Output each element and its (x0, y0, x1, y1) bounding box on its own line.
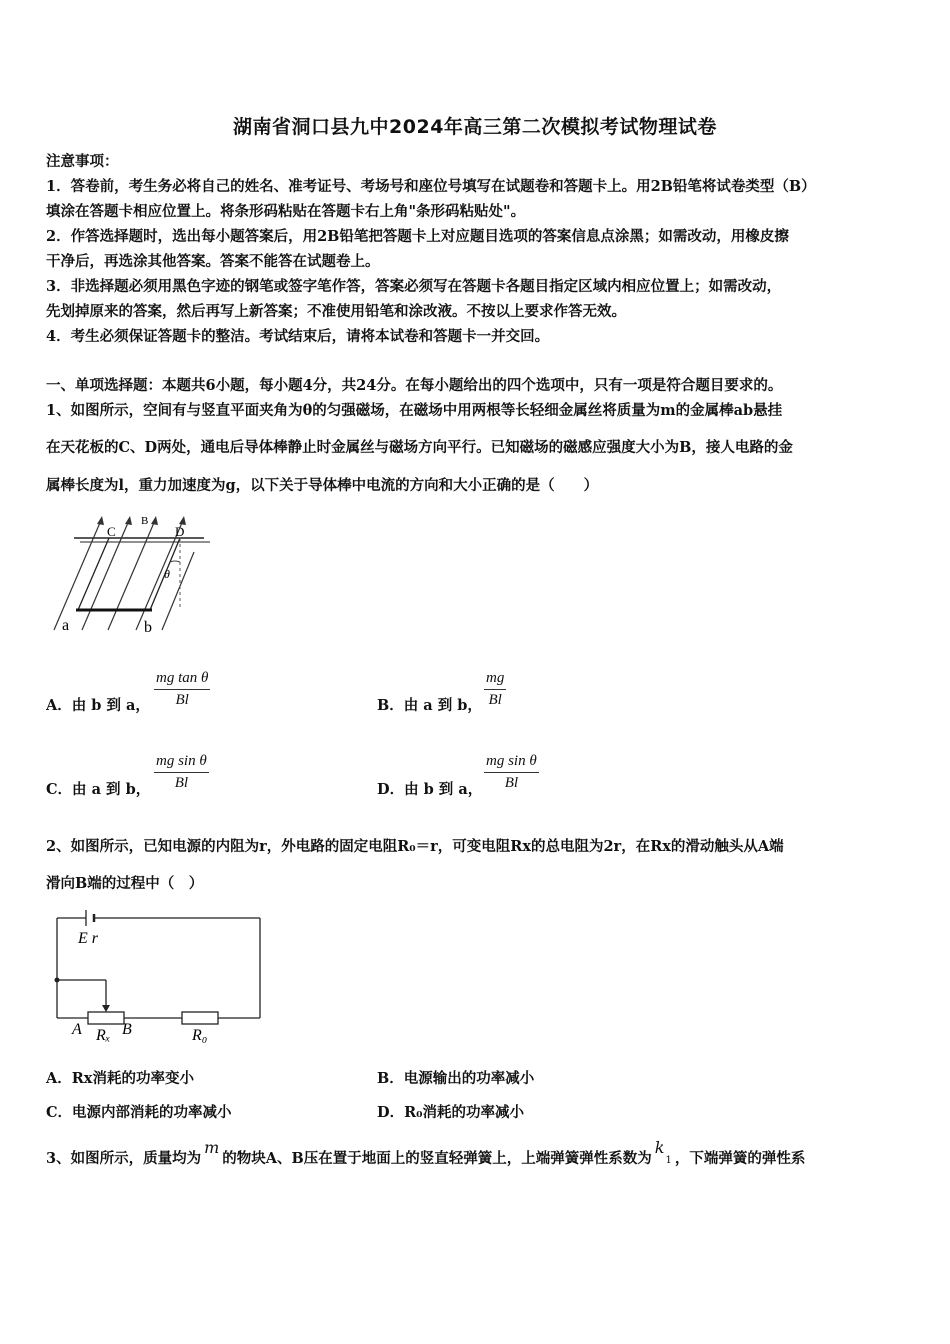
label-b-end: B (122, 1021, 132, 1038)
q2-option-d: D．R₀消耗的功率减小 (377, 1104, 524, 1121)
notice-heading: 注意事项： (46, 153, 119, 170)
question-2-line: 2、如图所示，已知电源的内阻为r，外电路的固定电阻R₀＝r，可变电阻Rx的总电阻为2r，在Rx的滑动触头从A端 (46, 838, 784, 855)
notice-line: 3．非选择题必须用黑色字迹的钢笔或签字笔作答，答案必须写在答题卡各题目指定区域内相应位置上；如需改动， (46, 278, 782, 295)
q3-text-2: 的物块A、B压在置于地面上的竖直轻弹簧上，上端弹簧弹性系数为 (222, 1150, 652, 1167)
option-b-denominator: Bl (488, 692, 502, 708)
q3-var-m: m (204, 1138, 220, 1157)
label-a-end: A (72, 1021, 82, 1038)
option-c-formula (154, 753, 209, 792)
q3-text-1: 3、如图所示，质量均为 (46, 1150, 202, 1167)
option-c: C．由 a 到 b， (46, 781, 151, 798)
notice-line: 先划掉原来的答案，然后再写上新答案；不准使用铅笔和涂改液。不按以上要求作答无效。 (46, 303, 626, 320)
option-d-formula (484, 753, 539, 792)
notice-line: 2．作答选择题时，选出每小题答案后，用2B铅笔把答题卡上对应题目选项的答案信息点涂黑；如需改动，用橡皮擦 (46, 228, 789, 245)
question-2-line: 滑向B端的过程中（ ） (46, 875, 204, 892)
q2-option-a: A．Rx消耗的功率变小 (46, 1070, 194, 1087)
question-1-line: 在天花板的C、D两处，通电后导体棒静止时金属丝与磁场方向平行。已知磁场的磁感应强度大小为B，接人电路的金 (46, 439, 793, 456)
option-a-formula (154, 670, 210, 709)
option-c-denominator: Bl (174, 775, 189, 791)
notice-line: 干净后，再选涂其他答案。答案不能答在试题卷上。 (46, 253, 380, 270)
option-a-numerator: mg tan θ (154, 670, 210, 690)
label-source: E r (78, 930, 98, 947)
option-b-numerator: mg (484, 670, 506, 690)
option-d-denominator: Bl (504, 775, 519, 791)
notice-line: 填涂在答题卡相应位置上。将条形码粘贴在答题卡右上角"条形码粘贴处"。 (46, 203, 526, 220)
q2-option-b: B．电源输出的功率减小 (377, 1070, 535, 1087)
question-1-line: 1、如图所示，空间有与竖直平面夹角为θ的匀强磁场，在磁场中用两根等长轻细金属丝将质量为m的金属棒ab悬挂 (46, 402, 783, 419)
label-theta: θ (164, 567, 170, 581)
q2-option-c: C．电源内部消耗的功率减小 (46, 1104, 232, 1121)
notice-line: 4．考生必须保证答题卡的整洁。考试结束后，请将本试卷和答题卡一并交回。 (46, 328, 550, 345)
label-rx: Rₓ (96, 1027, 111, 1044)
question-1-line: 属棒长度为l，重力加速度为g，以下关于导体棒中电流的方向和大小正确的是（ ） (46, 477, 599, 494)
q3-text-3: ，下端弹簧的弹性系 (674, 1150, 806, 1167)
section-heading: 一、单项选择题：本题共6小题，每小题4分，共24分。在每小题给出的四个选项中，只有一项是符合题目要求的。 (46, 377, 783, 394)
label-r0: R₀ (192, 1027, 208, 1044)
option-a: A．由 b 到 a， (46, 697, 150, 714)
option-a-denominator: Bl (175, 692, 189, 708)
option-c-numerator: mg sin θ (154, 753, 209, 773)
q2-circuit (48, 906, 268, 1046)
page-title: 湖南省洞口县九中2024年高三第二次模拟考试物理试卷 (233, 116, 717, 138)
q3-var-k-sub: 1 (665, 1155, 672, 1166)
option-b-formula (484, 670, 506, 709)
label-b-field: B (141, 515, 149, 527)
notice-line: 1．答卷前，考生务必将自己的姓名、准考证号、考场号和座位号填写在试题卷和答题卡上。用2B铅笔将试卷类型（B） (46, 178, 816, 195)
question-3-line (46, 1138, 916, 1171)
q1-figure (44, 512, 214, 636)
option-d-numerator: mg sin θ (484, 753, 539, 773)
label-a: a (62, 617, 70, 634)
label-c: C (107, 524, 116, 539)
q3-var-k: k (654, 1138, 665, 1157)
label-b: b (144, 619, 152, 636)
label-d: D (175, 524, 185, 539)
option-b: B．由 a 到 b， (377, 697, 482, 714)
option-d: D．由 b 到 a， (377, 781, 483, 798)
